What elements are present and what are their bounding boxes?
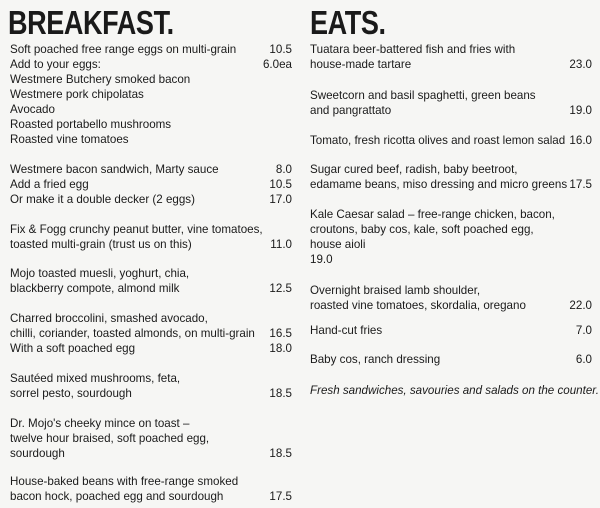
menu-item-text: house aioli	[310, 238, 366, 251]
eats-heading: EATS.	[310, 4, 386, 41]
menu-item-text: Westmere bacon sandwich, Marty sauce	[10, 163, 219, 176]
menu-line	[10, 57, 292, 72]
menu-item-text: Fix & Fogg crunchy peanut butter, vine tomatoes,	[10, 223, 263, 236]
menu-line	[10, 177, 292, 192]
menu-line	[10, 431, 292, 446]
menu-item-text: twelve hour braised, soft poached egg,	[10, 432, 210, 445]
menu-item-text: sorrel pesto, sourdough	[10, 387, 132, 400]
menu-item-price: 6.0ea	[262, 58, 292, 71]
menu-line	[10, 371, 292, 386]
menu-item-text: edamame beans, miso dressing and micro greens	[310, 178, 568, 191]
menu-item-text: Overnight braised lamb shoulder,	[310, 284, 481, 297]
menu-item-price: 17.5	[269, 490, 292, 503]
menu-item-price: 18.0	[269, 342, 292, 355]
menu-line	[10, 474, 292, 489]
menu-line	[10, 102, 292, 117]
menu-item-price: 11.0	[270, 238, 292, 251]
menu-item-text: Westmere pork chipolatas	[10, 88, 144, 101]
menu-line	[310, 237, 592, 252]
menu-item-text: Add a fried egg	[10, 178, 89, 191]
menu-item-price: 23.0	[569, 58, 592, 71]
menu-item-text: Sugar cured beef, radish, baby beetroot,	[310, 163, 518, 176]
menu-line	[10, 281, 292, 296]
menu-line	[310, 383, 599, 398]
menu-line	[10, 489, 292, 504]
menu-line	[10, 192, 292, 207]
menu-item-text: Avocado	[10, 103, 55, 116]
menu-line	[10, 162, 292, 177]
menu-item-price: 16.0	[569, 134, 592, 147]
menu-line	[10, 416, 292, 431]
menu-item-price: 17.5	[569, 178, 592, 191]
menu-line	[10, 72, 292, 87]
menu-line	[310, 133, 592, 148]
menu-line	[10, 222, 292, 237]
menu-line	[10, 42, 292, 57]
menu-item-text: sourdough	[10, 447, 65, 460]
menu-item-text: Kale Caesar salad – free-range chicken, bacon,	[310, 208, 555, 221]
menu-item-price: 8.0	[275, 163, 292, 176]
menu-item-text: Fresh sandwiches, savouries and salads on the counter.	[310, 384, 599, 397]
menu-item-text: toasted multi-grain (trust us on this)	[10, 238, 192, 251]
menu-line	[10, 341, 292, 356]
breakfast-heading: BREAKFAST.	[8, 4, 174, 41]
menu-item-text: Soft poached free range eggs on multi-grain	[10, 43, 237, 56]
menu-line	[310, 298, 592, 313]
menu-item-price: 19.0	[569, 104, 592, 117]
menu-item-text: Dr. Mojo's cheeky mince on toast –	[10, 417, 190, 430]
menu-item-price: 17.0	[269, 193, 292, 206]
menu-item-price: 6.0	[575, 353, 592, 366]
menu-item-text: 19.0	[310, 253, 333, 266]
menu-item-price: 10.5	[269, 43, 292, 56]
menu-item-price: 16.5	[269, 327, 292, 340]
menu-line	[310, 162, 592, 177]
menu-line	[10, 326, 292, 341]
menu-item-text: Tomato, fresh ricotta olives and roast lemon salad	[310, 134, 566, 147]
menu-line	[310, 252, 592, 267]
menu-line	[310, 352, 592, 367]
menu-item-text: Westmere Butchery smoked bacon	[10, 73, 191, 86]
menu-line	[310, 42, 592, 57]
menu-line	[310, 88, 592, 103]
menu-item-price: 12.5	[269, 282, 292, 295]
menu-item-text: Mojo toasted muesli, yoghurt, chia,	[10, 267, 190, 280]
menu-line	[10, 117, 292, 132]
menu-line	[10, 237, 292, 252]
menu-line	[10, 132, 292, 147]
menu-line	[310, 207, 592, 222]
menu-item-text: Sweetcorn and basil spaghetti, green beans	[310, 89, 536, 102]
menu-line	[10, 311, 292, 326]
menu-item-price: 18.5	[269, 447, 292, 460]
menu-line	[10, 87, 292, 102]
menu-item-text: house-made tartare	[310, 58, 412, 71]
menu-item-text: bacon hock, poached egg and sourdough	[10, 490, 224, 503]
menu-item-text: Tuatara beer-battered fish and fries with	[310, 43, 516, 56]
menu-line	[310, 57, 592, 72]
menu-item-price: 10.5	[269, 178, 292, 191]
menu-item-text: Charred broccolini, smashed avocado,	[10, 312, 208, 325]
menu-line	[310, 177, 592, 192]
menu-item-price: 18.5	[269, 387, 292, 400]
menu-line	[310, 222, 592, 237]
menu-item-text: Roasted portabello mushrooms	[10, 118, 172, 131]
menu-item-price: 7.0	[575, 324, 592, 337]
menu-item-text: chilli, coriander, toasted almonds, on multi-grain	[10, 327, 255, 340]
menu-item-text: Or make it a double decker (2 eggs)	[10, 193, 195, 206]
menu-item-text: roasted vine tomatoes, skordalia, oregano	[310, 299, 526, 312]
menu-line	[310, 283, 592, 298]
menu-line	[310, 323, 592, 338]
menu-line	[10, 446, 292, 461]
menu-item-price: 22.0	[569, 299, 592, 312]
menu-item-text: Sautéed mixed mushrooms, feta,	[10, 372, 181, 385]
menu-item-text: croutons, baby cos, kale, soft poached egg,	[310, 223, 534, 236]
menu-item-text: House-baked beans with free-range smoked	[10, 475, 239, 488]
menu-line	[310, 103, 592, 118]
menu-item-text: With a soft poached egg	[10, 342, 136, 355]
menu-line	[10, 266, 292, 281]
menu-item-text: Add to your eggs:	[10, 58, 101, 71]
menu-line	[10, 386, 292, 401]
menu-item-text: and pangrattato	[310, 104, 392, 117]
menu-item-text: Baby cos, ranch dressing	[310, 353, 441, 366]
menu-item-text: blackberry compote, almond milk	[10, 282, 180, 295]
menu-item-text: Hand-cut fries	[310, 324, 383, 337]
menu-item-text: Roasted vine tomatoes	[10, 133, 129, 146]
